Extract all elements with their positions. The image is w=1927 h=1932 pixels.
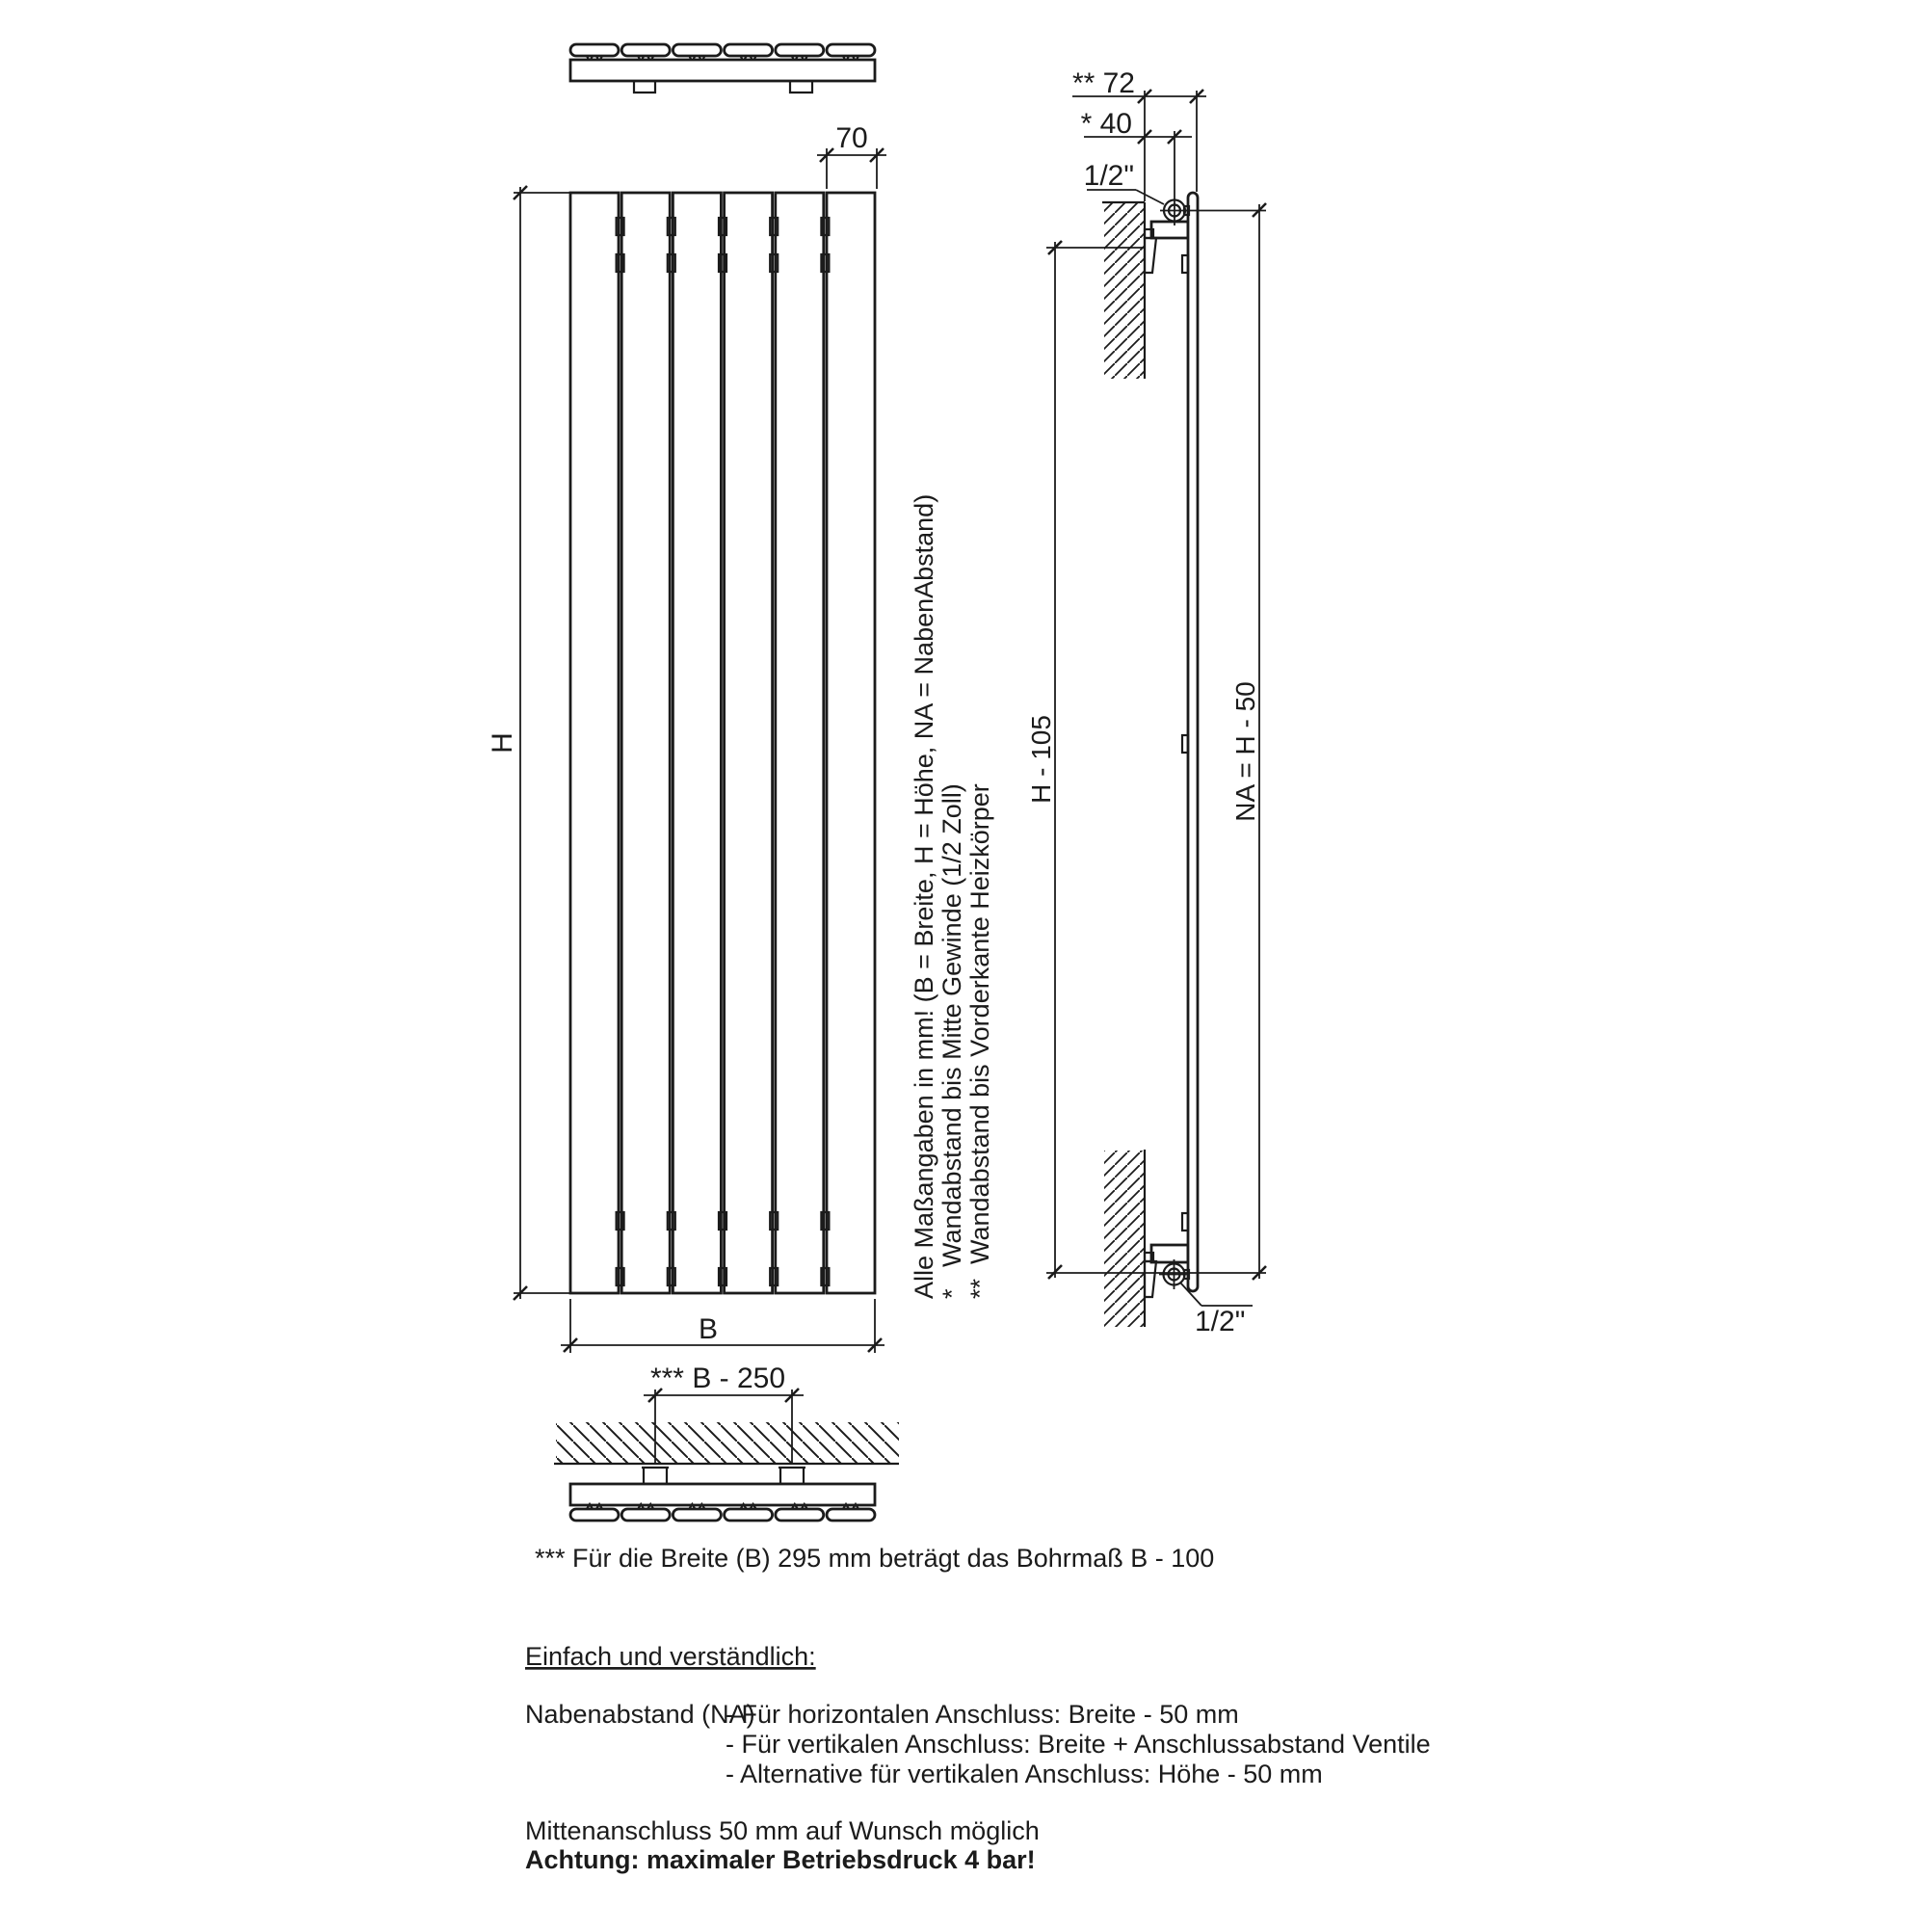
dimension-NA — [1046, 203, 1266, 1280]
half-inch-bottom-label: 1/2" — [1195, 1306, 1246, 1337]
panel-clip — [1182, 1213, 1188, 1231]
bottom-view-collector — [570, 1484, 875, 1505]
half-inch-top-label: 1/2" — [1083, 160, 1134, 192]
na-item-alternative: - Alternative für vertikalen Anschluss: Höhe - 50 mm — [726, 1760, 1323, 1788]
dimension-H — [487, 186, 569, 1300]
top-view — [570, 44, 875, 93]
explanation-block — [525, 1642, 1431, 1874]
dimension-NA-label: NA = H - 50 — [1230, 681, 1260, 822]
dimension-72-label: ** 72 — [1071, 67, 1135, 99]
top-view-bracket — [790, 81, 812, 93]
front-panel — [570, 193, 619, 1293]
half-inch-top — [1084, 160, 1164, 204]
bottom-section-brackets — [642, 1468, 805, 1484]
top-view-bracket — [634, 81, 655, 93]
upper-wall-hatch — [1104, 203, 1144, 379]
dimension-B250-label: *** B - 250 — [649, 1363, 786, 1394]
front-panel — [621, 193, 670, 1293]
max-pressure-warning: Achtung: maximaler Betriebsdruck 4 bar! — [525, 1845, 1036, 1874]
top-view-panel — [776, 44, 824, 56]
explanation-heading: Einfach und verständlich: — [525, 1642, 816, 1671]
bottom-view-panel — [673, 1509, 721, 1521]
dimension-H-label: H — [487, 732, 518, 754]
front-panel — [776, 193, 824, 1293]
rotated-notes — [910, 494, 994, 1299]
front-panel — [725, 193, 773, 1293]
bottom-view-panel — [725, 1509, 773, 1521]
front-panel — [673, 193, 721, 1293]
side-top-header — [1151, 222, 1188, 238]
side-panel — [1188, 193, 1198, 1291]
mittenanschluss-note: Mittenanschluss 50 mm auf Wunsch möglich — [525, 1816, 1040, 1845]
bottom-view-panel — [621, 1509, 670, 1521]
na-item-horizontal: - Für horizontalen Anschluss: Breite - 50 mm — [726, 1700, 1239, 1729]
top-view-panel — [621, 44, 670, 56]
na-term-label: Nabenabstand (NA) — [525, 1700, 755, 1729]
side-view — [1026, 67, 1266, 1337]
dimension-B — [561, 1299, 884, 1353]
front-view — [487, 122, 886, 1353]
na-item-vertical: - Für vertikalen Anschluss: Breite + Anschlussabstand Ventile — [726, 1730, 1431, 1759]
dimension-H105 — [1026, 241, 1145, 1279]
dimension-B-label: B — [698, 1313, 719, 1345]
bottom-wall-hatch — [556, 1422, 899, 1464]
dimension-70 — [817, 122, 886, 189]
bottom-view-panel — [776, 1509, 824, 1521]
side-bottom-header — [1151, 1245, 1188, 1262]
top-view-panel — [827, 44, 875, 56]
panel-clip — [1182, 735, 1188, 753]
bottom-connection — [1159, 1259, 1189, 1289]
top-view-panel — [725, 44, 773, 56]
panel-clip — [1182, 255, 1188, 273]
bottom-view-panel — [827, 1509, 875, 1521]
dimension-70-label: 70 — [835, 122, 868, 154]
dimension-40-label: * 40 — [1080, 108, 1132, 140]
dimension-H105-label: H - 105 — [1026, 715, 1056, 804]
note-wall-to-thread: * Wandabstand bis Mitte Gewinde (1/2 Zoll) — [937, 783, 966, 1299]
footnote-bohrmass: *** Für die Breite (B) 295 mm beträgt das Bohrmaß B - 100 — [535, 1544, 1215, 1573]
bottom-section — [554, 1363, 899, 1521]
lower-wall-hatch — [1104, 1151, 1144, 1327]
top-view-panel — [673, 44, 721, 56]
note-units: Alle Maßangaben in mm! (B = Breite, H = Höhe, NA = NabenAbstand) — [910, 493, 938, 1299]
top-view-panel — [570, 44, 619, 56]
bottom-view-panel — [570, 1509, 619, 1521]
front-panel — [827, 193, 875, 1293]
top-view-collector — [570, 60, 875, 81]
note-wall-to-front: ** Wandabstand bis Vorderkante Heizkörper — [965, 783, 994, 1299]
